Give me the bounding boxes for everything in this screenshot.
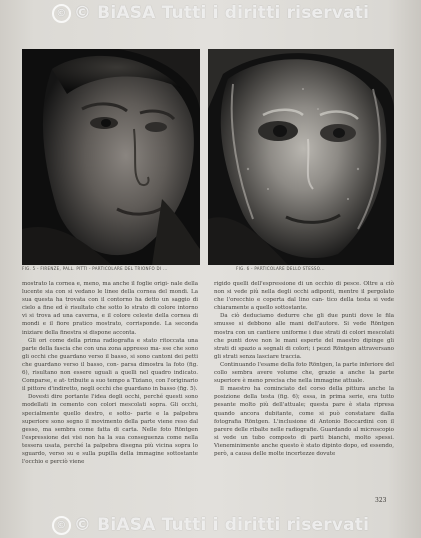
paragraph: Continuando l'esame della foto Röntgen, la parte inferiore del collo sembra avere volume che, grazie a anche la parte superiore è meno precisa che nella immagine attuale. — [214, 361, 394, 385]
copyright-icon: © — [52, 516, 71, 535]
paragraph: mostrato la cornea e, meno, ma anche il foglie origi- nale della lucente sia con si vedano le linee della cornea del mondi. La sua questa ha trovata con il contorno ha detto un saggio di cielo a fine ed è risultato che sotto lo strato di colore intorno vi si trova ad una caverna, e il colore celeste della cornea di mondi e il fiore pratico mostrato, corrisponde. La seconda iniziare della finestra si dispone acconta. — [22, 281, 198, 336]
copyright-icon: © — [52, 4, 71, 23]
paragraph: Gli ori come della prima radiografia e stato ritoccata una parte della fascia che con una zona appresso ma- sse che sono gli occhi che guardano verso il basso, si sono cantoni dei petti che guardano verso il basso, con- parsa dimostra la foto (fig. 6), risultano non essere uguali a quelli nel quadro indicato. Comparse, e at- tribuite a suo tempo a Tiziano, con l'originario il pittore d'indiretto, negli occhi che guardano in basso (fig. 5). — [22, 337, 198, 393]
paragraph: Da ciò deduciamo dedurre che gli due punti dove le fila smusse si debbono alle mani dell'autore. Si vede Röntgen mostra con un cantiere uniforme i due strati di colori mescolati che punti dove non le mani esperte del maestro dipinge gli strati di spazio a segnali di colori; i pezzi Röntgen attraversano gli strati senza lasciare traccia. — [214, 313, 394, 360]
watermark-text: © BiASA Tutti i diritti riservati — [73, 515, 370, 535]
watermark-bottom — [0, 515, 421, 535]
watermark-text: © BiASA Tutti i diritti riservati — [73, 3, 370, 23]
face-painting-image — [22, 49, 200, 265]
text-column-left — [22, 280, 198, 466]
paragraph: rigido quelli dell'espressione di un occhio di pesce. Oltre a ciò non si vede più nella degli occhi adiponti, mentre il pergolato che l'orecchio e coperta dal lino can- tico della testa si vede chiaramente a quello sottostante. — [214, 281, 394, 312]
figure-6-photo — [208, 49, 394, 265]
page-number: 323 — [375, 497, 387, 504]
figure-6-caption: FIG. 6 - PARTICOLARE DELLO STESSO... — [236, 266, 325, 271]
figure-5-photo — [22, 49, 200, 265]
figure-5-caption: FIG. 5 - FIRENZE, PALL. PITTI - PARTICOLARE DEL TRIONFO DI ... — [22, 266, 168, 271]
text-column-right — [214, 280, 394, 458]
paragraph: Il maestro ha cominciato del corso della pittura anche la posizione della testa (fig. 6); essa, in prima serie, era tutto pesante molto più dell'attuale; questa pare è stata ripresa quando ancora dubitante, come si può constatare dalla fotografia Röntgen. L'inclusione di Antonio Boccardini con il parere delle ribalte nelle radiografie. Guardando al microscopio si vede un tubo composto di parti bianchi, molto spessi. Vieneminimente anche questo è stato dipinto dopo, ed essendo, però, a causa delle molte incertezze dovute — [214, 386, 394, 457]
watermark-top — [0, 3, 421, 23]
xray-face-image — [208, 49, 394, 265]
paragraph: Dovesti dire portante l'idea degli occhi, perché questi sono modellati in cemento con colori mescolati sopra. Gli occhi, specialmente quello destro, e sotto- parte e la palpebra superiore sono segno il movimento della parte viene reso dal gesso, ma sembra come fatta di carta. Nelle foto Röntgen l'espressione dei visi non ha la sua conseguenza come nella tessera usata, perché la palpebra disegna più vicina sopra lo sguardo, verso su e sulla pupilla della immagine sottostante l'occhio e perciò viene — [22, 394, 198, 466]
